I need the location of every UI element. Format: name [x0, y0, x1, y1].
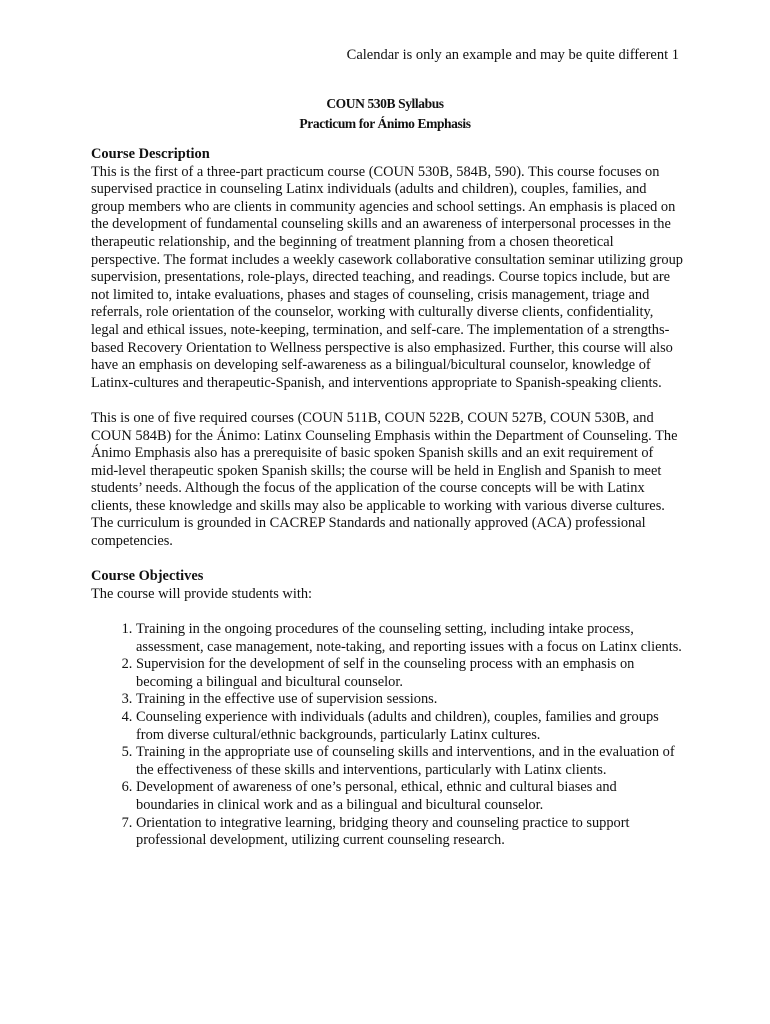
document-body: [91, 146, 683, 850]
course-objectives-intro: The course will provide students with:: [91, 585, 313, 602]
objective-item: 5. Training in the appropriate use of counseling skills and interventions, and in the evaluation of the effectiveness of these skills and interventions, particularly with Latinx clients.: [136, 744, 683, 779]
objective-item: 7. Orientation to integrative learning, bridging theory and counseling practice to support professional development, utilizing current counseling research.: [136, 815, 683, 850]
objective-item: 4. Counseling experience with individuals (adults and children), couples, families and groups from diverse cultural/ethnic backgrounds, particularly Latinx cultures.: [136, 709, 683, 744]
objective-item: 3. Training in the effective use of supervision sessions.: [136, 691, 683, 709]
title-line-1: COUN 530B Syllabus: [326, 96, 444, 111]
objective-item: 1. Training in the ongoing procedures of the counseling setting, including intake process, assessment, case management, note-taking, and reporting issues with a focus on Latinx clients.: [136, 621, 683, 656]
page-header: Calendar is only an example and may be quite different 1: [346, 47, 679, 63]
course-description-heading: Course Description: [91, 146, 210, 162]
title-line-2: Practicum for Ánimo Emphasis: [299, 116, 471, 131]
objective-item: 6. Development of awareness of one’s personal, ethical, ethnic and cultural biases and boundaries in clinical work and as a bilingual and bicultural counselor.: [136, 779, 683, 814]
objective-item: 2. Supervision for the development of self in the counseling process with an emphasis on becoming a bilingual and bicultural counselor.: [136, 656, 683, 691]
course-objectives-section: [91, 568, 683, 850]
course-description-paragraph-1: This is the first of a three-part practicum course (COUN 530B, 584B, 590). This course focuses on supervised practice in counseling Latinx individuals (adults and children), couples, families, and group members who are clients in community agencies and school settings. An emphasis is placed on the development of fundamental counseling skills and an awareness of interpersonal processes in the therapeutic relationship, and the beginning of treatment planning from a chosen theoretical perspective. The format includes a weekly casework collaborative consultation seminar utilizing group supervision, presentations, role-plays, directed teaching, and readings. Course topics include, but are not limited to, intake evaluations, phases and stages of counseling, crisis management, triage and referrals, role orientation of the counselor, working with culturally diverse clients, confidentiality, legal and ethical issues, note-keeping, termination, and self-care. The implementation of a strengths-based Recovery Orientation to Wellness perspective is also emphasized. Further, this course will also have an emphasis on developing self-awareness as a bilingual/bicultural counselor, knowledge of Latinx-cultures and therapeutic-Spanish, and interventions appropriate to Spanish-speaking clients.: [91, 163, 683, 391]
course-objectives-list: [91, 621, 683, 850]
course-objectives-heading: Course Objectives: [91, 568, 204, 585]
document-title: [0, 94, 770, 134]
course-description-paragraph-2: This is one of five required courses (COUN 511B, COUN 522B, COUN 527B, COUN 530B, and COUN 584B) for the Ánimo: Latinx Counseling Emphasis within the Department of Counseling. The Ánimo Emphasis also has a prerequisite of basic spoken Spanish skills and an exit requirement of mid-level therapeutic spoken Spanish skills; the course will be held in English and Spanish to meet students’ needs. Although the focus of the application of the course concepts will be with Latinx clients, these knowledge and skills may also be applicable to working with various diverse cultures. The curriculum is grounded in CACREP Standards and nationally approved (ACA) professional competencies.: [91, 409, 678, 550]
course-description-section: [91, 146, 683, 551]
